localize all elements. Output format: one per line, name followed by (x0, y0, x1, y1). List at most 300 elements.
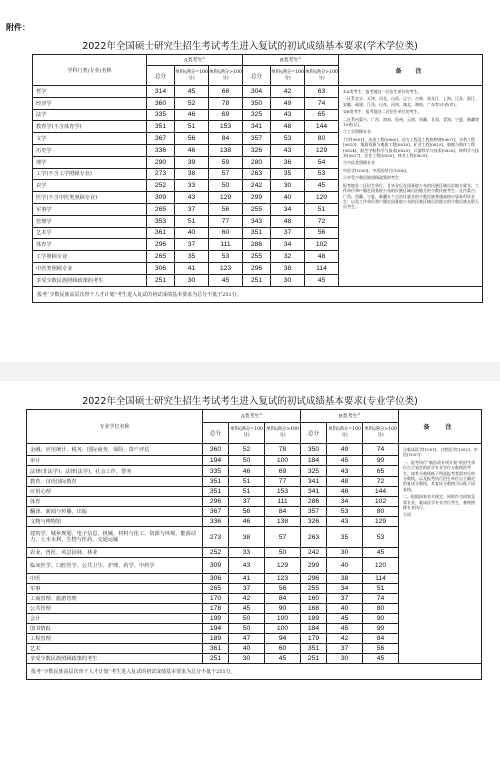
subject-name-cell: 法学 (33, 109, 147, 121)
zone-a-single-100-cell: 40 (175, 227, 209, 239)
academic-title: 2022年全国硕士研究生招生考试考生进入复试的初试成绩基本要求(学术学位类) (82, 41, 418, 52)
zone-a-single-gt100-cell: 77 (265, 477, 301, 487)
zone-b-single-100-cell: 53 (271, 133, 305, 145)
academic-score-table (32, 54, 483, 303)
zone-a-single-gt100-cell: 123 (265, 574, 301, 584)
zone-b-total-cell: 251 (301, 654, 327, 664)
zone-a-total-cell: 367 (147, 133, 175, 145)
zone-a-single-gt100-cell: 153 (265, 487, 301, 497)
zone-a-single-100-cell: 41 (175, 262, 209, 274)
zone-b-single-100-cell: 30 (271, 274, 305, 286)
zone-a-single-100-cell: 30 (229, 654, 265, 664)
zone-b-total-cell: 280 (243, 156, 271, 168)
subject-name-cell: 工学(不含工学照顾专业) (33, 168, 147, 180)
zone-a-single-gt100-cell: 59 (209, 156, 243, 168)
zone-a-header: A类考生① (203, 410, 301, 423)
zone-b-single-gt100-cell: 65 (305, 109, 339, 121)
zone-b-single-gt100-cell: 72 (305, 215, 339, 227)
footnote-row (33, 286, 483, 302)
zone-b-single-100-cell: 32 (271, 251, 305, 263)
zone-b-single-100-cell: 48 (271, 121, 305, 133)
footnote-text: 报考“少数民族高层次骨干人才计划”考生进入复试的初试成绩基本要求为总分不低于251分。 (33, 286, 483, 302)
zone-b-single-gt100-cell: 102 (305, 239, 339, 251)
remarks-cell (399, 444, 482, 664)
zone-b-total-cell: 179 (301, 634, 327, 644)
zone-a-total-cell: 170 (203, 594, 229, 604)
subject-name-cell: 享受少数民族照顾政策的考生 (33, 274, 147, 286)
zone-a-single-100-cell: 56 (175, 133, 209, 145)
zone-a-single-100-cell: 51 (175, 121, 209, 133)
zone-b-total-cell: 242 (243, 180, 271, 192)
zone-a-single-100-cell: 39 (175, 156, 209, 168)
zone-a-single-gt100-cell: 57 (209, 168, 243, 180)
zone-a-total-cell: 194 (203, 624, 229, 634)
zone-a-single-gt100-cell: 56 (265, 584, 301, 594)
zone-a-single-100-cell: 43 (175, 192, 209, 204)
total-header-b: 总分 (243, 66, 271, 86)
zone-a-single-100-cell: 51 (229, 487, 265, 497)
zone-b-total-cell: 286 (301, 497, 327, 507)
subject-name-cell: 法律(非法学)、法律(法学)、社会工作、警务 (27, 466, 203, 477)
zone-b-single-100-cell: 35 (271, 168, 305, 180)
subject-name-cell: 文物与博物馆 (27, 517, 203, 527)
zone-a-single-gt100-cell: 153 (209, 121, 243, 133)
subject-name-cell: 审计 (27, 456, 203, 466)
zone-b-total-cell: 357 (301, 507, 327, 517)
zone-a-single-100-cell: 37 (229, 584, 265, 594)
subject-name-cell: 工学照顾专业 (33, 251, 147, 263)
zone-a-total-cell: 178 (203, 604, 229, 614)
table-row (27, 444, 482, 456)
zone-b-single-gt100-cell: 45 (305, 180, 339, 192)
zone-a-single-100-cell: 50 (229, 614, 265, 624)
zone-b-single-gt100-cell: 45 (363, 654, 399, 664)
subject-name-cell: 工程管理 (27, 634, 203, 644)
zone-b-total-cell: 341 (301, 477, 327, 487)
zone-b-single-100-cell: 42 (271, 86, 305, 98)
remark-line: ③工学照顾专业： (343, 129, 376, 135)
zone-b-single-100-cell: 40 (271, 192, 305, 204)
zone-a-total-cell: 189 (203, 634, 229, 644)
total-header-a: 总分 (147, 66, 175, 86)
zone-b-total-cell: 326 (301, 517, 327, 527)
zone-a-single-100-cell: 45 (175, 86, 209, 98)
zone-b-total-cell: 255 (243, 203, 271, 215)
subject-name-cell: 医学(不含中医类照顾专业) (33, 192, 147, 204)
remark-line: ②B类考生：报考地处二区招生单位的考生。 (343, 109, 422, 115)
zone-a-single-gt100-cell: 138 (209, 144, 243, 156)
subject-name-cell: 享受少数民族照顾政策的考生 (27, 654, 203, 664)
footnote-row (27, 664, 482, 680)
zone-a-single-100-cell: 35 (175, 251, 209, 263)
subject-name-cell: 哲学 (33, 86, 147, 98)
zone-b-single-gt100-cell: 90 (363, 614, 399, 624)
subject-name-cell: 图书情报 (27, 624, 203, 634)
subject-name-cell: 艺术 (27, 644, 203, 654)
zone-a-total-cell: 335 (147, 109, 175, 121)
zone-b-single-gt100-cell: 120 (363, 558, 399, 574)
single-gt100-header-a: 单科(满分>100分) (209, 66, 243, 86)
zone-a-single-100-cell: 46 (175, 109, 209, 121)
zone-b-single-gt100-cell: 45 (363, 548, 399, 558)
single-100-header-a: 单科(满分=100分) (175, 66, 209, 86)
zone-b-single-100-cell: 30 (327, 654, 363, 664)
zone-a-single-100-cell: 47 (229, 634, 265, 644)
zone-a-single-gt100-cell: 129 (265, 558, 301, 574)
zone-b-single-gt100-cell: 54 (305, 156, 339, 168)
zone-a-total-cell: 309 (203, 558, 229, 574)
zone-b-total-cell: 350 (243, 97, 271, 109)
zone-b-single-100-cell: 45 (327, 456, 363, 466)
zone-b-total-cell: 160 (301, 594, 327, 604)
zone-b-single-100-cell: 48 (271, 215, 305, 227)
zone-a-single-100-cell: 56 (229, 507, 265, 517)
zone-b-total-cell: 184 (301, 456, 327, 466)
zone-a-single-100-cell: 37 (229, 497, 265, 507)
subject-name-cell: 农业、兽医、风景园林、林业 (27, 548, 203, 558)
zone-b-header: B类考生② (243, 55, 339, 66)
zone-a-single-gt100-cell: 57 (265, 527, 301, 548)
subject-column-header: 专业学位名称 (27, 410, 203, 444)
zone-b-single-gt100-cell: 120 (305, 192, 339, 204)
subject-name-cell: 教育、汉语国际教育 (27, 477, 203, 487)
professional-title: 2022年全国硕士研究生招生考试考生进入复试的初试成绩基本要求(专业学位类) (82, 396, 418, 407)
zone-a-single-gt100-cell: 100 (265, 624, 301, 634)
remark-line: ①A类考生：报考地处一区招生单位的考生。 (343, 89, 422, 94)
subject-name-cell: 体育 (27, 497, 203, 507)
zone-a-single-100-cell: 43 (229, 558, 265, 574)
zone-b-single-gt100-cell: 51 (305, 203, 339, 215)
zone-b-single-gt100-cell: 72 (363, 477, 399, 487)
subject-name-cell: 管理学 (33, 215, 147, 227)
zone-b-total-cell: 251 (243, 274, 271, 286)
remarks-cell (339, 86, 483, 287)
zone-a-single-100-cell: 40 (229, 644, 265, 654)
zone-a-total-cell: 265 (147, 251, 175, 263)
subject-name-cell: 理学 (33, 156, 147, 168)
zone-a-single-gt100-cell: 50 (209, 180, 243, 192)
zone-b-single-gt100-cell: 84 (363, 634, 399, 644)
subject-name-cell: 中医类照顾专业 (33, 262, 147, 274)
remarks-header: 备 注 (339, 55, 483, 86)
zone-b-total-cell: 255 (301, 584, 327, 594)
zone-b-total-cell: 325 (301, 466, 327, 477)
zone-a-single-100-cell: 52 (175, 97, 209, 109)
zone-b-single-gt100-cell: 56 (363, 644, 399, 654)
subject-name-cell: 临床医学、口腔医学、公共卫生、护理、药学、中药学 (27, 558, 203, 574)
attachment-label: 附件： (6, 23, 30, 32)
zone-a-single-gt100-cell: 84 (265, 507, 301, 517)
academic-sheet (0, 0, 500, 362)
zone-b-header: B类考生② (301, 410, 399, 423)
zone-a-total-cell: 360 (147, 97, 175, 109)
remark-line: 一、报考执行“新医改专项计划”的招生单位自主划定的医学专业学位分数线的考生，如其分数线低于所选报考类别对应的分数线，以及报考执行招生单位自主确定的复试分数线，其复试分数线可以低于国家线。 (403, 459, 476, 492)
single-100-header-b: 单科(满分=100分) (271, 66, 305, 86)
zone-b-total-cell: 304 (243, 86, 271, 98)
zone-a-single-gt100-cell: 90 (265, 604, 301, 614)
zone-b-total-cell: 325 (243, 109, 271, 121)
remark-line: 二区系内蒙古、广西、海南、贵州、云南、西藏、甘肃、青海、宁夏、新疆等10省(区)。 (343, 116, 480, 128)
zone-b-single-gt100-cell: 53 (363, 527, 399, 548)
zone-a-single-100-cell: 33 (229, 548, 265, 558)
subject-name-cell: 文学 (33, 133, 147, 145)
zone-a-total-cell: 252 (203, 548, 229, 558)
zone-a-single-100-cell: 30 (175, 274, 209, 286)
zone-a-total-cell: 273 (147, 168, 175, 180)
zone-a-single-gt100-cell: 94 (265, 634, 301, 644)
zone-a-single-gt100-cell: 56 (209, 203, 243, 215)
remark-line: 报考地处二区招生单位，且毕业后在国务院公布的民族区域自治地方就业，工作单位和户籍在国务院公布的民族区域自治地方的少数民族考生；在内蒙古、广西、西藏、宁夏、新疆五个自治区就业的少数民族普通高校应届本科毕业生；以及工作单位和户籍在国务院公布的民族区域自治地方的少数民族在职人员考生。 (343, 182, 480, 210)
zone-b-single-gt100-cell: 144 (363, 487, 399, 497)
subject-name-cell: 经济学 (33, 97, 147, 109)
zone-a-total-cell: 199 (203, 614, 229, 624)
zone-b-single-gt100-cell: 114 (363, 574, 399, 584)
zone-b-single-100-cell: 43 (327, 466, 363, 477)
zone-b-single-gt100-cell: 129 (305, 144, 339, 156)
zone-b-total-cell: 184 (301, 624, 327, 634)
remark-line: ④中医类照顾专业： (343, 160, 380, 166)
subject-name-cell: 军事学 (33, 203, 147, 215)
zone-b-total-cell: 255 (243, 251, 271, 263)
zone-b-single-gt100-cell: 114 (305, 262, 339, 274)
zone-b-single-100-cell: 43 (271, 144, 305, 156)
zone-a-total-cell: 336 (203, 517, 229, 527)
zone-a-total-cell: 265 (203, 584, 229, 594)
zone-b-total-cell: 299 (301, 558, 327, 574)
remark-line: ④临床医学[1051]、口腔医学[1052]、中医[1057]： (403, 447, 478, 458)
zone-a-total-cell: 265 (147, 203, 175, 215)
zone-b-total-cell: 242 (301, 548, 327, 558)
professional-sheet (0, 381, 500, 764)
zone-b-single-100-cell: 36 (271, 156, 305, 168)
subject-name-cell: 军事 (27, 584, 203, 594)
zone-b-single-100-cell: 30 (327, 548, 363, 558)
zone-a-single-100-cell: 52 (229, 444, 265, 456)
zone-a-total-cell: 252 (147, 180, 175, 192)
zone-b-single-100-cell: 42 (327, 634, 363, 644)
zone-b-single-100-cell: 37 (271, 227, 305, 239)
zone-a-single-gt100-cell: 60 (209, 227, 243, 239)
zone-b-single-gt100-cell: 80 (305, 133, 339, 145)
zone-a-total-cell: 360 (203, 444, 229, 456)
zone-a-single-gt100-cell: 50 (265, 548, 301, 558)
zone-a-total-cell: 361 (147, 227, 175, 239)
zone-a-total-cell: 296 (147, 239, 175, 251)
zone-a-single-gt100-cell: 100 (265, 614, 301, 624)
zone-a-single-gt100-cell: 69 (265, 466, 301, 477)
zone-b-single-gt100-cell: 65 (363, 466, 399, 477)
zone-b-total-cell: 286 (243, 239, 271, 251)
zone-a-single-gt100-cell: 60 (265, 644, 301, 654)
single-100-header-a: 单科(满分=100分) (229, 423, 265, 444)
zone-b-single-100-cell: 45 (327, 624, 363, 634)
subject-name-cell: 会计 (27, 614, 203, 624)
zone-b-single-gt100-cell: 80 (363, 604, 399, 614)
subject-name-cell: 公共管理 (27, 604, 203, 614)
zone-b-total-cell: 296 (243, 262, 271, 274)
zone-a-total-cell: 367 (203, 507, 229, 517)
zone-b-single-100-cell: 30 (271, 180, 305, 192)
zone-b-single-100-cell: 38 (327, 574, 363, 584)
zone-a-total-cell: 251 (203, 654, 229, 664)
zone-a-total-cell: 353 (147, 215, 175, 227)
zone-b-total-cell: 351 (301, 644, 327, 654)
zone-b-single-gt100-cell: 90 (363, 624, 399, 634)
subject-name-cell: 翻译、新闻与传播、出版 (27, 507, 203, 517)
zone-b-single-gt100-cell: 51 (363, 584, 399, 594)
zone-b-single-gt100-cell: 74 (305, 97, 339, 109)
subject-name-cell: 工商管理、旅游管理 (27, 594, 203, 604)
subject-column-header: 学科门类(专业)名称 (33, 55, 147, 86)
zone-a-total-cell: 306 (147, 262, 175, 274)
subject-name-cell: 体育学 (33, 239, 147, 251)
zone-a-single-gt100-cell: 78 (209, 97, 243, 109)
zone-b-single-100-cell: 49 (327, 444, 363, 456)
zone-a-single-gt100-cell: 123 (209, 262, 243, 274)
zone-a-single-gt100-cell: 138 (265, 517, 301, 527)
zone-b-single-gt100-cell: 74 (363, 444, 399, 456)
subject-name-cell: 中医 (27, 574, 203, 584)
remark-line: 一区系北京、天津、河北、山西、辽宁、吉林、黑龙江、上海、江苏、浙江、安徽、福建、江西、山东、河南、湖北、湖南、广东等21省(市)。 (343, 96, 480, 107)
zone-a-single-100-cell: 51 (229, 477, 265, 487)
zone-b-single-gt100-cell: 102 (363, 497, 399, 507)
zone-a-single-gt100-cell: 84 (265, 594, 301, 604)
zone-b-total-cell: 189 (301, 614, 327, 624)
zone-b-single-gt100-cell: 80 (363, 507, 399, 517)
zone-a-single-gt100-cell: 100 (265, 456, 301, 466)
zone-b-single-gt100-cell: 144 (305, 121, 339, 133)
zone-a-single-gt100-cell: 45 (209, 274, 243, 286)
zone-b-single-100-cell: 43 (271, 109, 305, 121)
zone-a-single-gt100-cell: 111 (265, 497, 301, 507)
zone-b-single-100-cell: 34 (271, 239, 305, 251)
zone-b-single-100-cell: 43 (327, 517, 363, 527)
zone-a-single-100-cell: 45 (229, 604, 265, 614)
single-gt100-header-b: 单科(满分>100分) (363, 423, 399, 444)
zone-a-total-cell: 194 (203, 456, 229, 466)
remarks-header: 备 注 (399, 410, 482, 444)
remark-line: 力学[0801]、冶金工程[0806]、动力工程及工程热物理[0807]、水利工程[0815]、地质资源与地质工程[0818]、矿业工程[0819]、船舶与海洋工程[0824]、航空宇航科学与技术[0825]、兵器科学与技术[0826]、核科学与技术[0827]、农业工程[0828]、林业工程[0829]。 (343, 136, 479, 159)
zone-a-single-gt100-cell: 68 (209, 86, 243, 98)
zone-a-single-100-cell: 46 (229, 517, 265, 527)
subject-name-cell: 艺术学 (33, 227, 147, 239)
zone-a-total-cell: 296 (203, 497, 229, 507)
subject-name-cell: 应用心理 (27, 487, 203, 497)
zone-a-single-100-cell: 33 (175, 180, 209, 192)
zone-b-single-gt100-cell: 74 (363, 594, 399, 604)
zone-a-total-cell: 290 (147, 156, 175, 168)
zone-b-total-cell: 343 (243, 215, 271, 227)
zone-a-total-cell: 336 (147, 144, 175, 156)
zone-b-total-cell: 326 (243, 144, 271, 156)
zone-a-total-cell: 351 (203, 477, 229, 487)
zone-a-single-100-cell: 38 (229, 527, 265, 548)
zone-a-single-100-cell: 50 (229, 624, 265, 634)
zone-a-single-100-cell: 46 (229, 466, 265, 477)
remark-line: ⑤同 (403, 512, 412, 518)
single-gt100-header-a: 单科(满分>100分) (265, 423, 301, 444)
table-row (33, 86, 483, 98)
zone-b-single-gt100-cell: 45 (305, 274, 339, 286)
remark-line: 二、根据国家有关规定，同时作为国家急需专业，临床医学专业学位考生，参照照顾专业执行。 (403, 494, 476, 511)
zone-b-total-cell: 357 (243, 133, 271, 145)
subject-name-cell: 教育学(不含体育学) (33, 121, 147, 133)
zone-b-total-cell: 351 (243, 227, 271, 239)
zone-a-single-100-cell: 38 (175, 168, 209, 180)
zone-b-total-cell: 341 (243, 121, 271, 133)
zone-a-single-gt100-cell: 77 (209, 215, 243, 227)
zone-b-single-gt100-cell: 56 (305, 227, 339, 239)
zone-a-single-100-cell: 51 (175, 215, 209, 227)
subject-name-cell: 建筑学、城乡规划、电子信息、机械、材料与化工、资源与环境、能源动力、土木水利、生物与医药、交通运输 (27, 527, 203, 548)
zone-b-single-100-cell: 34 (327, 584, 363, 594)
remark-line: 中医学[1005]、中西医结合[1006]。 (343, 167, 410, 173)
zone-a-single-gt100-cell: 111 (209, 239, 243, 251)
zone-b-single-100-cell: 49 (271, 97, 305, 109)
zone-a-single-gt100-cell: 69 (209, 109, 243, 121)
zone-b-single-100-cell: 34 (271, 203, 305, 215)
zone-a-total-cell: 273 (203, 527, 229, 548)
zone-b-single-100-cell: 37 (327, 594, 363, 604)
subject-name-cell: 农学 (33, 180, 147, 192)
zone-b-single-100-cell: 35 (327, 527, 363, 548)
zone-a-single-gt100-cell: 78 (265, 444, 301, 456)
footnote-text: 报考“少数民族高层次骨干人才计划”考生进入复试的初试成绩基本要求为总分不低于251分。 (27, 664, 482, 680)
zone-a-total-cell: 306 (203, 574, 229, 584)
zone-a-single-gt100-cell: 45 (265, 654, 301, 664)
zone-a-total-cell: 351 (147, 121, 175, 133)
zone-a-single-gt100-cell: 84 (209, 133, 243, 145)
zone-a-total-cell: 309 (147, 192, 175, 204)
subject-name-cell: 金融、应用统计、税务、国际商务、保险、资产评估 (27, 444, 203, 456)
zone-a-single-100-cell: 46 (175, 144, 209, 156)
single-100-header-b: 单科(满分=100分) (327, 423, 363, 444)
total-header-b: 总分 (301, 423, 327, 444)
zone-b-total-cell: 296 (301, 574, 327, 584)
professional-score-table (26, 409, 482, 680)
zone-b-single-100-cell: 45 (327, 614, 363, 624)
zone-b-single-gt100-cell: 90 (363, 456, 399, 466)
zone-a-total-cell: 335 (203, 466, 229, 477)
zone-b-single-100-cell: 48 (327, 487, 363, 497)
zone-b-total-cell: 299 (243, 192, 271, 204)
zone-b-total-cell: 263 (301, 527, 327, 548)
zone-a-total-cell: 314 (147, 86, 175, 98)
zone-a-total-cell: 361 (203, 644, 229, 654)
zone-b-single-100-cell: 40 (327, 604, 363, 614)
zone-a-single-100-cell: 37 (175, 203, 209, 215)
zone-a-single-100-cell: 42 (229, 594, 265, 604)
zone-b-total-cell: 168 (301, 604, 327, 614)
zone-b-single-gt100-cell: 48 (305, 251, 339, 263)
zone-b-single-100-cell: 38 (271, 262, 305, 274)
zone-a-single-100-cell: 50 (229, 456, 265, 466)
total-header-a: 总分 (203, 423, 229, 444)
zone-a-single-gt100-cell: 129 (209, 192, 243, 204)
zone-b-single-100-cell: 37 (327, 644, 363, 654)
zone-b-single-gt100-cell: 63 (305, 86, 339, 98)
zone-b-single-100-cell: 48 (327, 477, 363, 487)
zone-b-single-100-cell: 40 (327, 558, 363, 574)
subject-name-cell: 历史学 (33, 144, 147, 156)
zone-a-single-100-cell: 41 (229, 574, 265, 584)
zone-b-single-gt100-cell: 129 (363, 517, 399, 527)
zone-a-header: A类考生① (147, 55, 243, 66)
zone-b-single-100-cell: 53 (327, 507, 363, 517)
zone-a-single-gt100-cell: 53 (209, 251, 243, 263)
zone-b-single-100-cell: 34 (327, 497, 363, 507)
zone-b-total-cell: 341 (301, 487, 327, 497)
